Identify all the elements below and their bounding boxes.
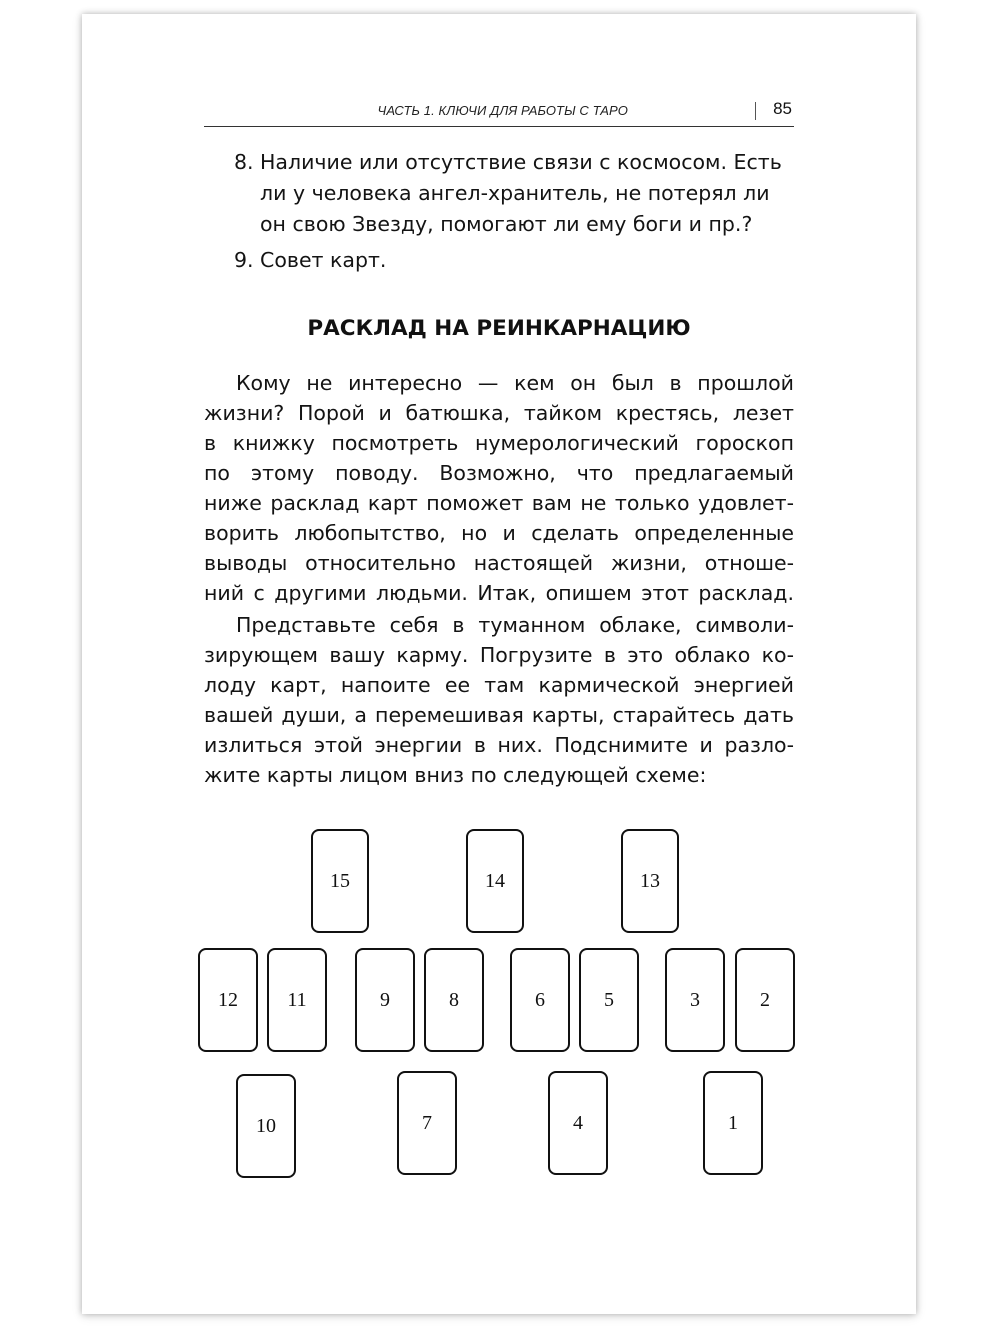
text-line: ли у человека ангел-хранитель, не потерял ли xyxy=(260,181,770,205)
text-line: ниже расклад карт поможет вам не только удовлет- xyxy=(204,491,794,515)
text-line: излиться этой энергии в них. Подснимите и разло- xyxy=(204,733,794,757)
spread-card: 2 xyxy=(735,948,795,1052)
text-line: жите карты лицом вниз по следующей схеме: xyxy=(204,763,707,787)
spread-card: 14 xyxy=(466,829,524,933)
text-line: ворить любопытство, но и сделать определенные xyxy=(204,521,794,545)
text-line: лоду карт, напоите ее там кармической энергией xyxy=(204,673,794,697)
spread-card: 12 xyxy=(198,948,258,1052)
spread-card: 1 xyxy=(703,1071,763,1175)
text-line: в книжку посмотреть нумерологический гороскоп xyxy=(204,431,794,455)
spread-card: 4 xyxy=(548,1071,608,1175)
text-line: ний с другими людьми. Итак, опишем этот расклад. xyxy=(204,581,794,605)
text-line: жизни? Порой и батюшка, тайком крестясь, лезет xyxy=(204,401,794,425)
running-head-separator xyxy=(755,102,756,120)
list-item-number: 9. xyxy=(234,248,254,272)
text-line: он свою Звезду, помогают ли ему боги и пр.? xyxy=(260,212,753,236)
spread-card: 8 xyxy=(424,948,484,1052)
text-line: выводы относительно настоящей жизни, отноше- xyxy=(204,551,794,575)
section-heading: РАСКЛАД НА РЕИНКАРНАЦИЮ xyxy=(307,316,691,341)
spread-card: 5 xyxy=(579,948,639,1052)
text-line: зирующем вашу карму. Погрузите в это облако ко- xyxy=(204,643,794,667)
text-line: Кому не интересно — кем он был в прошлой xyxy=(236,371,794,395)
text-line: Наличие или отсутствие связи с космосом. Есть xyxy=(260,150,782,174)
spread-card: 6 xyxy=(510,948,570,1052)
spread-card: 9 xyxy=(355,948,415,1052)
text-line: Совет карт. xyxy=(260,248,387,272)
spread-card: 7 xyxy=(397,1071,457,1175)
text-line: по этому поводу. Возможно, что предлагаемый xyxy=(204,461,794,485)
spread-card: 11 xyxy=(267,948,327,1052)
text-line: Представьте себя в туманном облаке, символи- xyxy=(236,613,794,637)
running-head-section: ЧАСТЬ 1. КЛЮЧИ ДЛЯ РАБОТЫ С ТАРО xyxy=(377,103,628,118)
spread-card: 3 xyxy=(665,948,725,1052)
list-item-number: 8. xyxy=(234,150,254,174)
text-line: вашей души, а перемешивая карты, старайтесь дать xyxy=(204,703,794,727)
page-number: 85 xyxy=(773,99,792,118)
running-head xyxy=(204,98,794,127)
spread-card: 10 xyxy=(236,1074,296,1178)
spread-card: 13 xyxy=(621,829,679,933)
spread-card: 15 xyxy=(311,829,369,933)
